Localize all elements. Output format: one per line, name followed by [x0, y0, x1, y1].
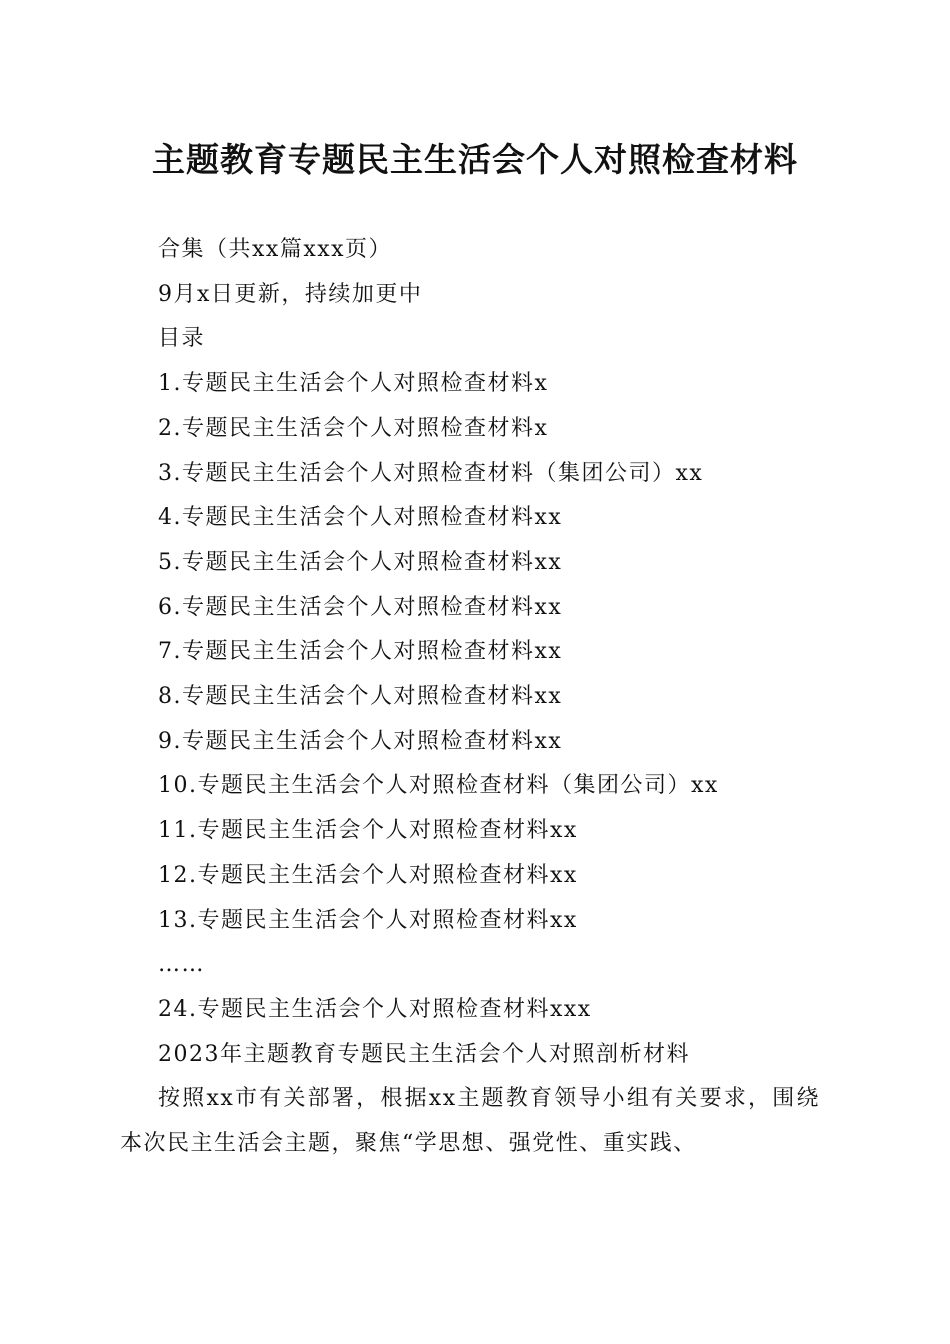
toc-item: 4.专题民主生活会个人对照检查材料xx	[158, 505, 563, 531]
toc-item: 12.专题民主生活会个人对照检查材料xx	[158, 862, 578, 888]
body-paragraph: 按照xx市有关部署，根据xx主题教育领导小组有关要求，围绕本次民主生活会主题，聚焦“学思想、强党性、重实践、	[120, 1086, 820, 1157]
toc-item: 8.专题民主生活会个人对照检查材料xx	[158, 684, 563, 710]
toc-item: 9.专题民主生活会个人对照检查材料xx	[158, 728, 563, 754]
toc-item: 13.专题民主生活会个人对照检查材料xx	[158, 907, 578, 933]
toc-item: 24.专题民主生活会个人对照检查材料xxx	[158, 996, 592, 1022]
toc-item: 10.专题民主生活会个人对照检查材料（集团公司）xx	[158, 773, 719, 799]
toc-item: 11.专题民主生活会个人对照检查材料xx	[158, 818, 578, 844]
article-title: 2023年主题教育专题民主生活会个人对照剖析材料	[158, 1041, 690, 1067]
toc-item: 7.专题民主生活会个人对照检查材料xx	[158, 639, 563, 665]
toc-item: 2.专题民主生活会个人对照检查材料x	[158, 415, 549, 441]
toc-item: 3.专题民主生活会个人对照检查材料（集团公司）xx	[158, 460, 704, 486]
toc-item: 6.专题民主生活会个人对照检查材料xx	[158, 594, 563, 620]
toc-heading: 目录	[158, 326, 206, 352]
update-note: 9月x日更新，持续加更中	[158, 281, 423, 307]
toc-item: 1.专题民主生活会个人对照检查材料x	[158, 371, 549, 397]
collection-note: 合集（共xx篇xxx页）	[158, 237, 393, 262]
toc-item: 5.专题民主生活会个人对照检查材料xx	[158, 549, 563, 575]
document-body	[120, 228, 820, 1167]
toc-ellipsis: ……	[158, 952, 205, 978]
document-title: 主题教育专题民主生活会个人对照检查材料	[152, 140, 798, 179]
